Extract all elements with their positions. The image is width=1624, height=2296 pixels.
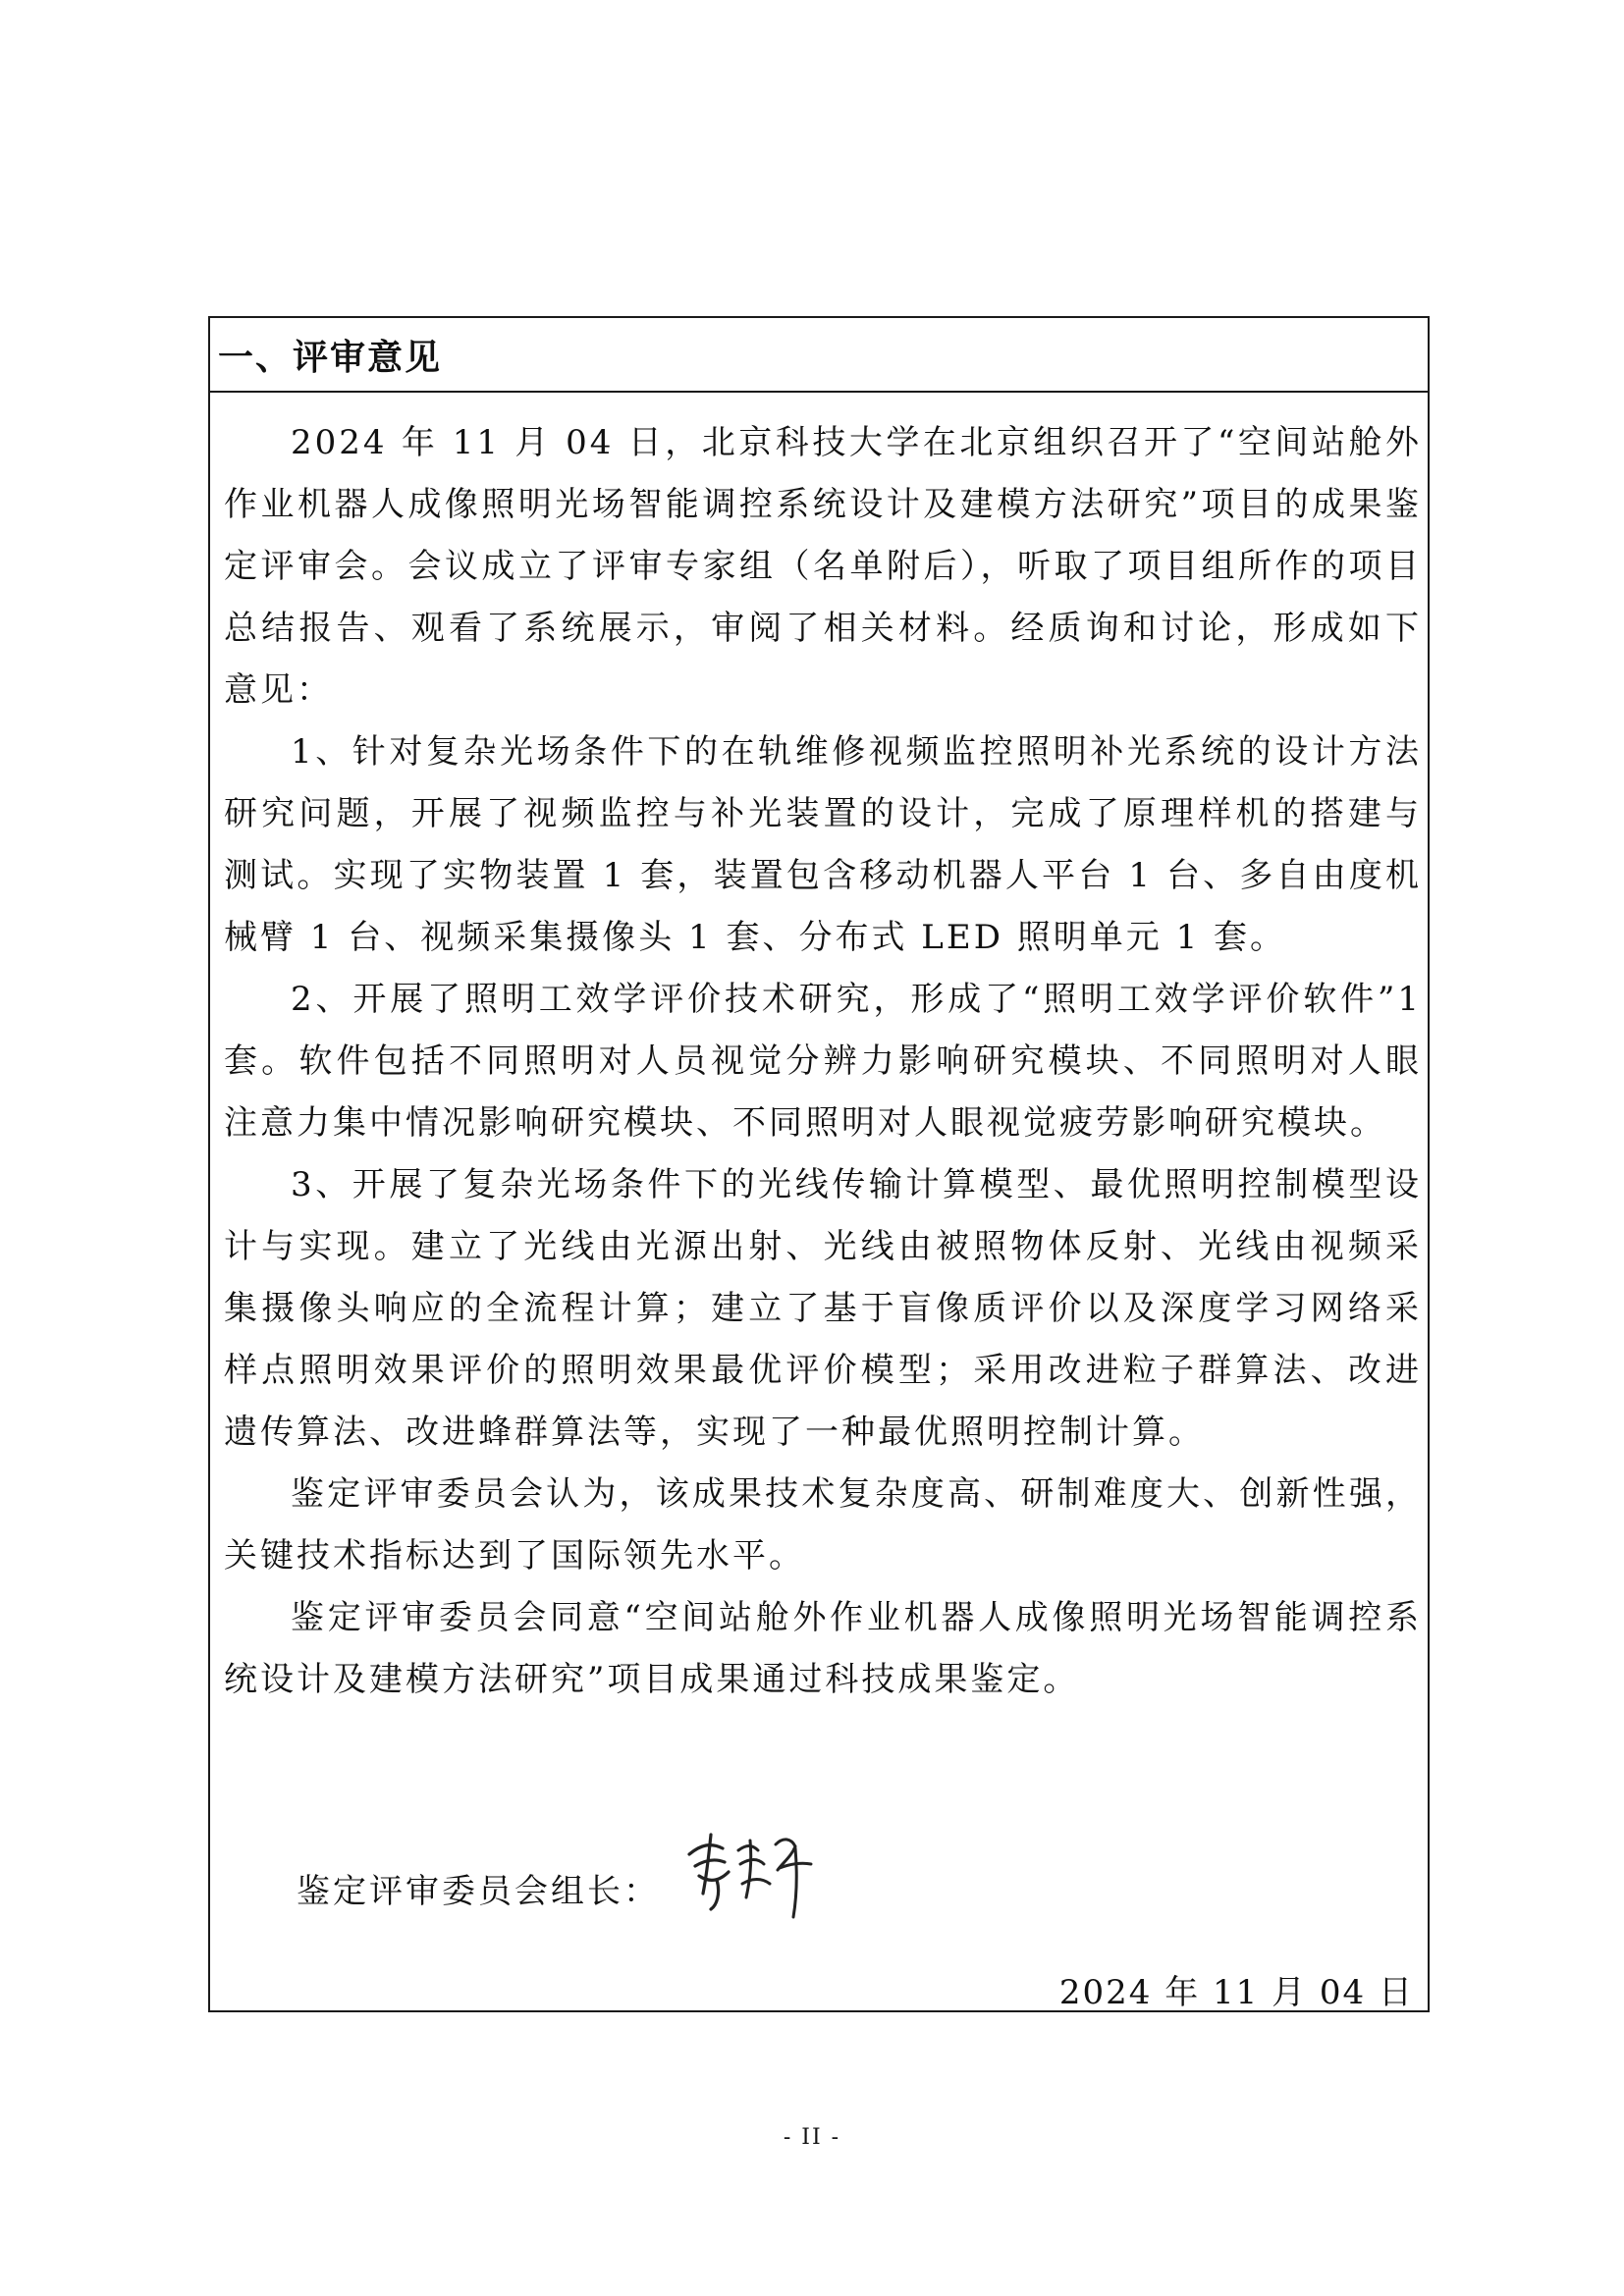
chair-label: 鉴定评审委员会组长： <box>297 1872 660 1911</box>
review-opinion-box <box>208 316 1430 2012</box>
paragraph-item-1: 1、针对复杂光场条件下的在轨维修视频监控照明补光系统的设计方法研究问题，开展了视频监控与补光装置的设计，完成了原理样机的搭建与测试。实现了实物装置 1 套，装置包含移动机器人平台 1 台、多自由度机械臂 1 台、视频采集摄像头 1 套、分布式 LED 照明单元 1 套。 <box>224 732 1422 957</box>
paragraph-intro: 2024 年 11 月 04 日，北京科技大学在北京组织召开了“空间站舱外作业机器人成像照明光场智能调控系统设计及建模方法研究”项目的成果鉴定评审会。会议成立了评审专家组（名单附后），听取了项目组所作的项目总结报告、观看了系统展示，审阅了相关材料。经质询和讨论，形成如下意见： <box>224 423 1422 710</box>
paragraph-conclusion: 鉴定评审委员会认为，该成果技术复杂度高、研制难度大、创新性强，关键技术指标达到了国际领先水平。 <box>224 1474 1422 1575</box>
section-title: 一、评审意见 <box>210 318 1428 393</box>
paragraph-approval: 鉴定评审委员会同意“空间站舱外作业机器人成像照明光场智能调控系统设计及建模方法研究”项目成果通过科技成果鉴定。 <box>224 1598 1422 1699</box>
paragraph-item-2: 2、开展了照明工效学评价技术研究，形成了“照明工效学评价软件”1 套。软件包括不同照明对人员视觉分辨力影响研究模块、不同照明对人眼注意力集中情况影响研究模块、不同照明对人眼视觉疲劳影响研究模块。 <box>224 980 1422 1143</box>
paragraph-item-3: 3、开展了复杂光场条件下的光线传输计算模型、最优照明控制模型设计与实现。建立了光线由光源出射、光线由被照物体反射、光线由视频采集摄像头响应的全流程计算；建立了基于盲像质评价以及深度学习网络采样点照明效果评价的照明效果最优评价模型；采用改进粒子群算法、改进遗传算法、改进蜂群算法等，实现了一种最优照明控制计算。 <box>224 1165 1422 1452</box>
review-body <box>224 412 1422 1711</box>
handwritten-signature <box>681 1815 829 1923</box>
page-number: - II - <box>783 2125 841 2150</box>
signature-date: 2024 年 11 月 04 日 <box>1058 1973 1414 2012</box>
